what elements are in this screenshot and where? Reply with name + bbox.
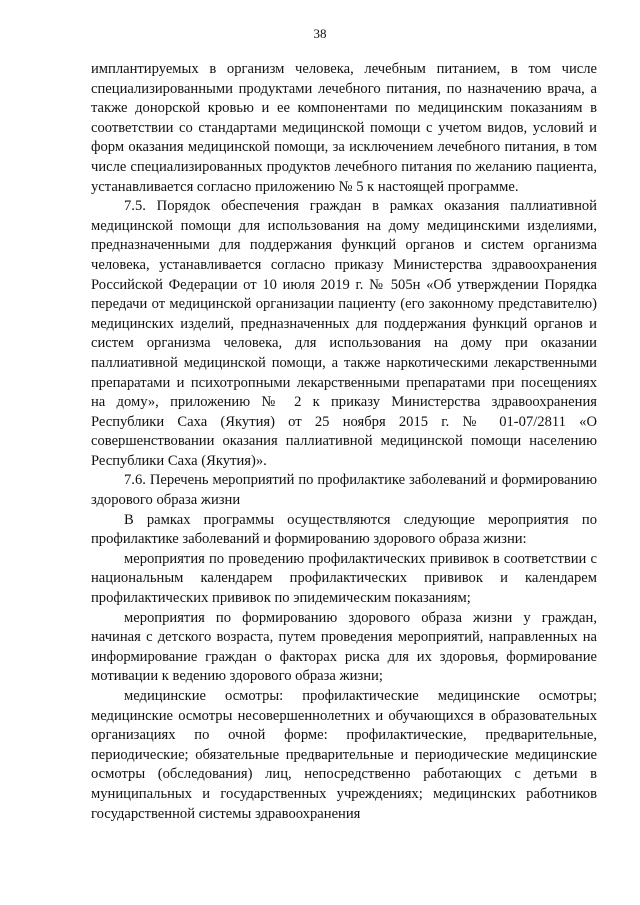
paragraph-healthy-lifestyle: мероприятия по формированию здорового образа жизни у граждан, начиная с детского возраста, путем проведения мероприятий, направленных на информирование граждан о факторах риска для их здоровья, формирование мотивации к ведению здорового образа жизни;: [91, 609, 597, 685]
paragraph-program-measures: В рамках программы осуществляются следующие мероприятия по профилактике заболеваний и формированию здорового образа жизни:: [91, 511, 597, 548]
paragraph-medical-examinations: медицинские осмотры: профилактические медицинские осмотры; медицинские осмотры несовершеннолетних и обучающихся в образовательных организациях по очной форме: профилактические, предварительные, периодические; обязательные предварительные и периодические медицинские осмотры (обследования) лиц, непосредственно работающих с детьми в муниципальных и государственных учреждениях; медицинских работников государственной системы здравоохранения: [91, 688, 597, 822]
page-number: 38: [313, 26, 327, 41]
paragraph-continuation: имплантируемых в организм человека, лечебным питанием, в том числе специализированными продуктами лечебного питания, по назначению врача, а также донорской кровью и ее компонентами по медицинским показаниям в соответствии со стандартами медицинской помощи с учетом видов, условий и форм оказания медицинской помощи, за исключением лечебного питания, в том числе специализированных продуктов лечебного питания по желанию пациента, устанавливается согласно приложению № 5 к настоящей программе.: [91, 61, 597, 195]
paragraph-vaccinations: мероприятия по проведению профилактических прививок в соответствии с национальным календарем профилактических прививок и календарем профилактических прививок по эпидемическим показаниям;: [91, 550, 597, 607]
document-body: [91, 60, 597, 824]
paragraph-7-6-heading: 7.6. Перечень мероприятий по профилактике заболеваний и формированию здорового образа жизни: [91, 472, 597, 509]
paragraph-7-5: 7.5. Порядок обеспечения граждан в рамках оказания паллиативной медицинской помощи для использования на дому медицинскими изделиями, предназначенными для поддержания функций органов и систем организма человека, устанавливается согласно приказу Министерства здравоохранения Российской Федерации от 10 июля 2019 г. № 505н «Об утверждении Порядка передачи от медицинской организации пациенту (его законному представителю) медицинских изделий, предназначенных для поддержания функций органов и систем организма человека, для использования на дому при оказании паллиативной медицинской помощи, а также наркотическими лекарственными препаратами и психотропными лекарственными препаратами при посещениях на дому», приложению № 2 к приказу Министерства здравоохранения Республики Саха (Якутия) от 25 ноября 2015 г. № 01-07/2811 «О совершенствовании оказания паллиативной медицинской помощи населению Республики Саха (Якутия)».: [91, 198, 597, 469]
